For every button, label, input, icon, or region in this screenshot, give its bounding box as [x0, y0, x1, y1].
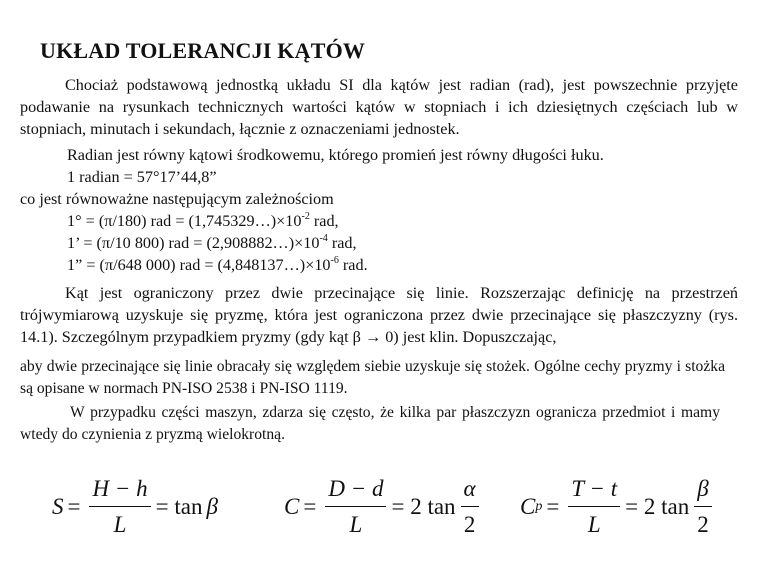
equation-fraction: $\frac{D - d}{L}$ [325, 474, 386, 541]
radian-value: 1 radian = 57°17’44,8” [67, 168, 217, 186]
equation-fraction: $\frac{T - t}{L}$ [568, 474, 620, 541]
equation-c: C = $\frac{D - d}{L}$ = 2 tan $\frac{\alpha}{2}$ [284, 462, 484, 552]
equation-variable: β [206, 494, 218, 519]
relation-minute: 1’ = (π/10 800) rad = $(2,908882\dots)\times 10^{-4}$ rad, [67, 233, 357, 252]
angle-paragraph: Kąt jest ograniczony przez dwie przecinające się linie. Rozszerzając definicję na przestrzeń trójwymiarową uzyskuje się pryzmę, która jest ograniczona przez dwie przecinające się płaszczyzny (rys. 14.1). Szczególnym przypadkiem pryzmy (gdy kąt β → 0) jest klin. Dopuszczając, [20, 284, 738, 346]
equation-lhs: S [52, 494, 64, 519]
equation-lhs: C [520, 494, 536, 519]
equation-subscript: p [535, 499, 543, 514]
intro-paragraph: Chociaż podstawową jednostką układu SI dla kątów jest radian (rad), jest powszechnie przyjęte podawanie na rysunkach technicznych wartości kątów w stopniach i ich dziesiętnych częściach lub w stopniach, minutach i sekundach, łącznie z oznaczeniami jednostek. [20, 76, 738, 138]
equation-lhs: C [284, 494, 300, 519]
equivalence-text: co jest równoważne następującym zależnościom [20, 190, 334, 208]
radian-definition: Radian jest równy kątowi środkowemu, którego promień jest równy długości łuku. [67, 146, 604, 164]
arrow-symbol: → [364, 328, 382, 346]
equation-cp: C p = $\frac{T - t}{L}$ = 2 tan $\frac{\beta}{2}$ [520, 462, 717, 552]
equation-angle-fraction: $\frac{\beta}{2}$ [694, 474, 711, 541]
equation-fraction: $\frac{H - h}{L}$ [89, 474, 150, 541]
equation-angle-fraction: $\frac{\alpha}{2}$ [461, 474, 479, 541]
equation-s: S = $\frac{H - h}{L}$ = tan β [52, 462, 218, 552]
relation-second: 1” = (π/648 000) rad = $(4,848137\dots)\times 10^{-6}$ rad. [67, 255, 368, 274]
machine-paragraph: W przypadku części maszyn, zdarza się często, że kilka par płaszczyzn ogranicza przedmiot i mamy wtedy do czynienia z pryzmą wielokrotną. [20, 404, 720, 443]
cone-paragraph: aby dwie przecinające się linie obracały się względem siebie uzyskuje się stożek. Ogólne cechy pryzmy i stożka są opisane w normach PN-ISO 2538 i PN-ISO 1119. [20, 358, 725, 397]
beta-symbol: β [352, 328, 361, 346]
relation-degree: 1° = (π/180) rad = $(1,745329\dots)\times 10^{-2}$ rad, [67, 211, 339, 230]
page-title: UKŁAD TOLERANCJI KĄTÓW [40, 38, 366, 63]
